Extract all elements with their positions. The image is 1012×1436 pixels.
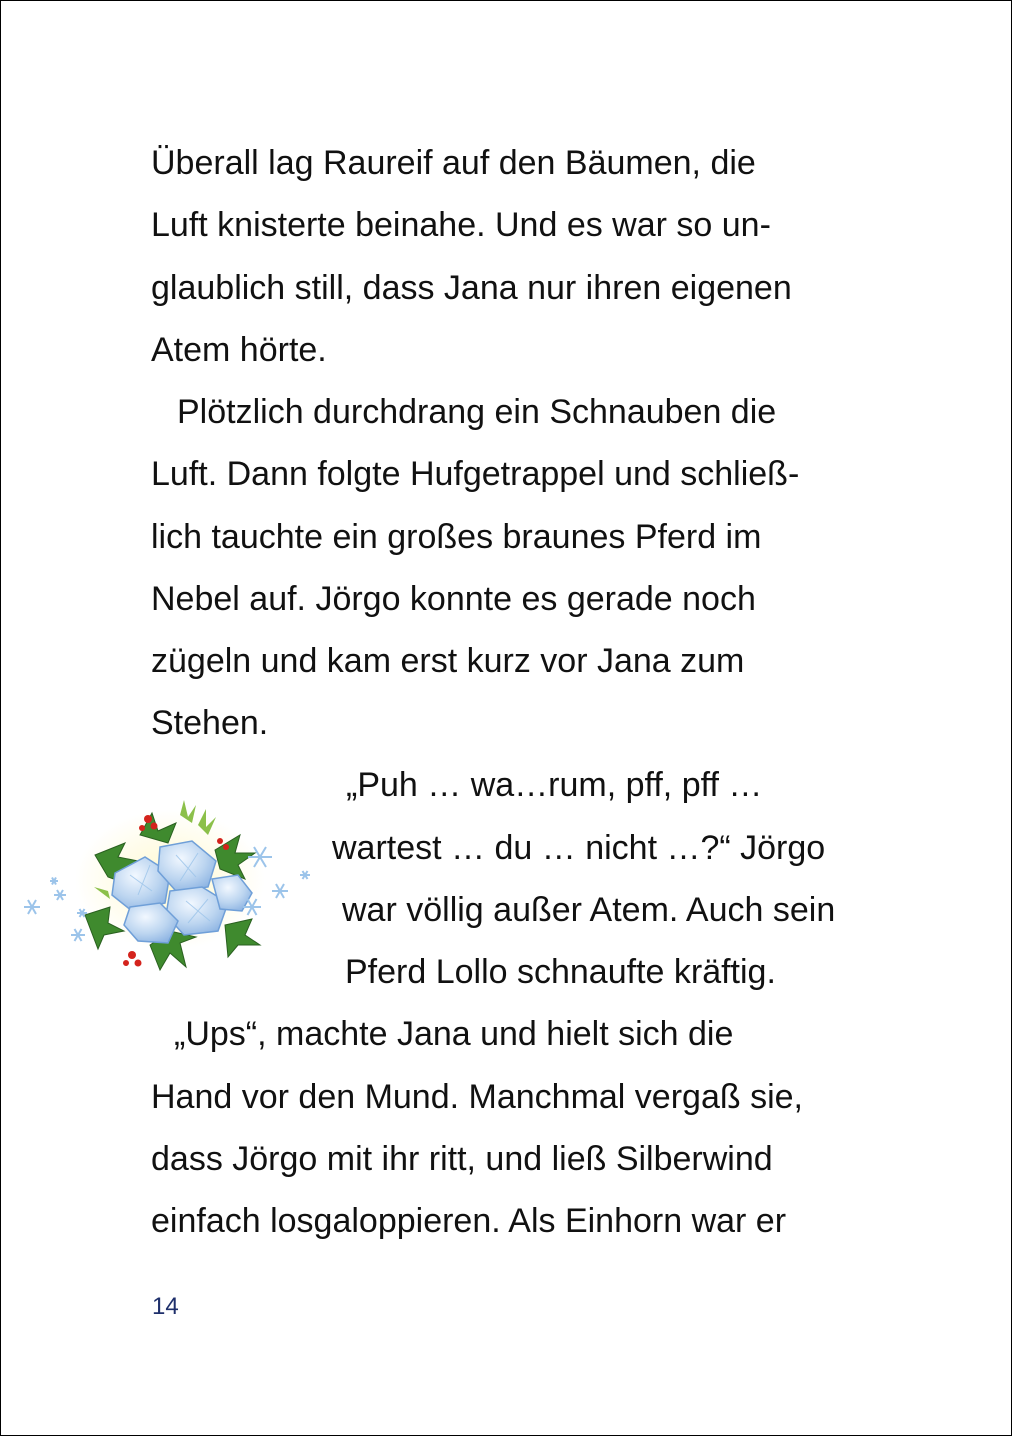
text-line: wartest … du … nicht …?“ Jörgo xyxy=(332,829,826,867)
text-line: dass Jörgo mit ihr ritt, und ließ Silberwind xyxy=(151,1140,773,1178)
text-line: lich tauchte ein großes braunes Pferd im xyxy=(151,518,762,556)
winter-bouquet-icon xyxy=(20,795,320,975)
page-number: 14 xyxy=(152,1293,179,1320)
text-line: Hand vor den Mund. Manchmal vergaß sie, xyxy=(151,1078,803,1116)
text-line: glaublich still, dass Jana nur ihren eigenen xyxy=(151,269,792,307)
text-line: Atem hörte. xyxy=(151,331,327,369)
text-line: einfach losgaloppieren. Als Einhorn war er xyxy=(151,1202,787,1240)
text-line: „Ups“, machte Jana und hielt sich die xyxy=(174,1015,734,1053)
text-line: war völlig außer Atem. Auch sein xyxy=(342,891,836,929)
text-line: Stehen. xyxy=(151,704,269,742)
text-line: Überall lag Raureif auf den Bäumen, die xyxy=(151,144,756,182)
text-line: Luft knisterte beinahe. Und es war so un- xyxy=(151,206,771,244)
text-line: Pferd Lollo schnaufte kräftig. xyxy=(345,953,776,991)
text-line: Plötzlich durchdrang ein Schnauben die xyxy=(177,393,777,431)
text-line: zügeln und kam erst kurz vor Jana zum xyxy=(151,642,745,680)
text-line: Nebel auf. Jörgo konnte es gerade noch xyxy=(151,580,756,618)
text-line: „Puh … wa…rum, pff, pff … xyxy=(346,766,763,804)
text-line: Luft. Dann folgte Hufgetrappel und schließ- xyxy=(151,455,800,493)
